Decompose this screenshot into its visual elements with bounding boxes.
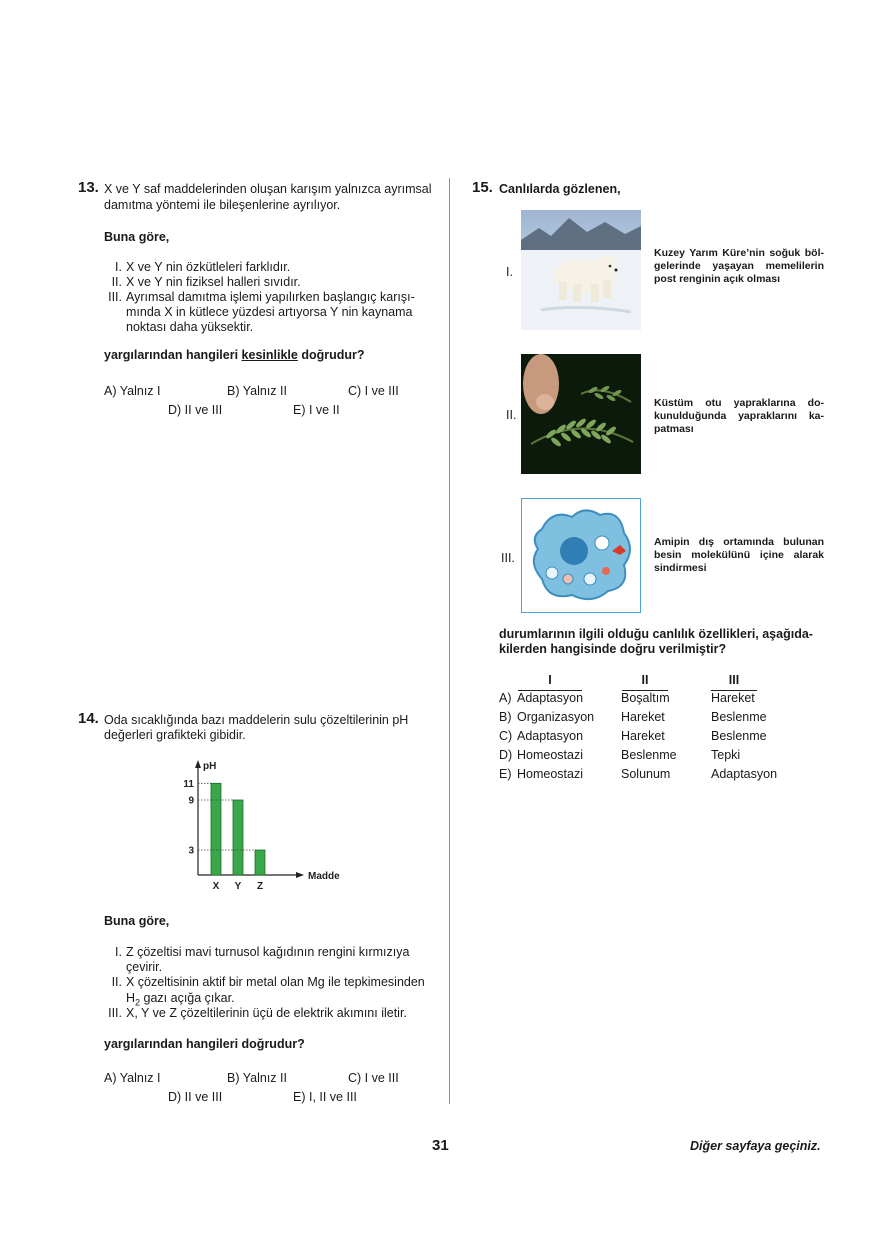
question-text-line: damıtma yöntemi ile bileşenlerine ayrılıyor.: [104, 198, 341, 212]
question-text-line: Oda sıcaklığında bazı maddelerin sulu çözeltilerinin pH: [104, 713, 409, 727]
bar-x: [211, 783, 221, 875]
statement-numeral: I.: [115, 945, 122, 959]
formula-text: gazı açığa çıkar.: [140, 991, 235, 1005]
question-title: Canlılarda gözlenen,: [499, 182, 621, 196]
question-lead: Buna göre,: [104, 914, 170, 928]
choice-d[interactable]: D) II ve III: [168, 1090, 223, 1104]
y-tick-label: 3: [188, 845, 194, 857]
option-letter: D): [499, 748, 513, 762]
option-cell: Beslenme: [621, 748, 677, 762]
category-label: Z: [256, 881, 264, 892]
y-axis-arrow: [195, 760, 201, 768]
item-numeral: III.: [501, 551, 515, 565]
choice-b[interactable]: B) Yalnız II: [227, 1071, 287, 1085]
choice-a[interactable]: A) Yalnız I: [104, 1071, 161, 1085]
option-cell: Hareket: [621, 710, 665, 724]
option-letter: A): [499, 691, 512, 705]
column-header-2: II: [622, 673, 668, 691]
bar-z: [255, 850, 265, 875]
choice-c[interactable]: C) I ve III: [348, 1071, 399, 1085]
question-number: 13.: [78, 179, 99, 196]
amoeba-illustration: [521, 498, 641, 613]
x-axis-label: Madde: [308, 871, 340, 882]
next-page-note: Diğer sayfaya geçiniz.: [690, 1139, 821, 1153]
polar-bear-photo: [521, 210, 641, 330]
x-axis-arrow: [296, 872, 304, 878]
statement-text: Ayrımsal damıtma işlemi yapılırken başlangıç karışı-: [126, 290, 415, 304]
option-cell: Homeostazi: [517, 748, 583, 762]
y-axis-label: pH: [203, 761, 217, 772]
statement-text: mında X in kütlece yüzdesi artıyorsa Y nin kaynama: [126, 305, 413, 319]
option-cell: Organizasyon: [517, 710, 595, 724]
question-text-line: X ve Y saf maddelerinden oluşan karışım yalnızca ayrımsal: [104, 182, 432, 196]
y-tick-label: 9: [188, 795, 194, 807]
statement-text: noktası daha yüksektir.: [126, 320, 254, 334]
option-cell: Tepki: [711, 748, 741, 762]
question-number: 15.: [472, 179, 493, 196]
column-divider: [449, 178, 450, 1104]
page-number: 31: [432, 1137, 449, 1154]
choice-b[interactable]: B) Yalnız II: [227, 384, 287, 398]
statement-numeral: II.: [111, 275, 122, 289]
statement-text: X çözeltisinin aktif bir metal olan Mg ile tepkimesinden: [126, 975, 425, 989]
option-cell: Beslenme: [711, 729, 767, 743]
item-caption: Küstüm otu yapraklarına do- kunulduğunda yapraklarını ka- patması: [654, 397, 824, 435]
formula-h: H: [126, 991, 136, 1005]
question-lead: Buna göre,: [104, 230, 170, 244]
option-cell: Homeostazi: [517, 767, 583, 781]
option-cell: Adaptasyon: [517, 691, 584, 705]
option-cell: Adaptasyon: [517, 729, 584, 743]
choice-c[interactable]: C) I ve III: [348, 384, 399, 398]
question-prompt-line: kilerden hangisinde doğru verilmiştir?: [499, 642, 727, 656]
option-cell: Solunum: [621, 767, 671, 781]
option-letter: B): [499, 710, 512, 724]
option-cell: Hareket: [711, 691, 755, 705]
column-header-3: III: [711, 673, 757, 691]
option-cell: Beslenme: [711, 710, 767, 724]
bar-y: [233, 800, 243, 875]
option-cell: Adaptasyon: [711, 767, 778, 781]
question-prompt: [104, 348, 365, 364]
formula-subscript: 2: [135, 997, 141, 1008]
choice-e[interactable]: E) I ve II: [293, 403, 340, 417]
prompt-text: yargılarından hangileri: [104, 348, 242, 362]
statement-numeral: II.: [111, 975, 122, 989]
statement-text: çevirir.: [126, 960, 163, 974]
prompt-emphasis: kesinlikle: [241, 348, 298, 362]
option-letter: C): [499, 729, 513, 743]
statement-numeral: I.: [115, 260, 122, 274]
category-label: X: [212, 881, 220, 892]
statement-text: X ve Y nin özkütleleri farklıdır.: [126, 260, 291, 274]
option-cell: Hareket: [621, 729, 665, 743]
question-number: 14.: [78, 710, 99, 727]
prompt-text: doğrudur?: [297, 348, 365, 362]
question-text-line: değerleri grafikteki gibidir.: [104, 728, 246, 742]
question-prompt: yargılarından hangileri doğrudur?: [104, 1037, 305, 1051]
mimosa-leaf-photo: [521, 354, 641, 474]
column-header-1: I: [518, 673, 582, 691]
item-caption: Kuzey Yarım Küre’nin soğuk böl- gelerinde yaşayan memelilerin post renginin açık olması: [654, 247, 824, 285]
y-tick-label: 11: [183, 778, 194, 790]
item-numeral: I.: [506, 265, 513, 279]
choice-d[interactable]: D) II ve III: [168, 403, 223, 417]
ph-bar-chart: [170, 755, 350, 895]
statement-numeral: III.: [108, 290, 122, 304]
category-label: Y: [234, 881, 242, 892]
statement-text: Z çözeltisi mavi turnusol kağıdının rengini kırmızıya: [126, 945, 410, 959]
choice-a[interactable]: A) Yalnız I: [104, 384, 161, 398]
option-cell: Boşaltım: [621, 691, 670, 705]
choice-e[interactable]: E) I, II ve III: [293, 1090, 357, 1104]
statement-text: X ve Y nin fiziksel halleri sıvıdır.: [126, 275, 301, 289]
item-numeral: II.: [506, 408, 517, 422]
statement-text: X, Y ve Z çözeltilerinin üçü de elektrik akımını iletir.: [126, 1006, 407, 1020]
question-prompt-line: durumlarının ilgili olduğu canlılık özellikleri, aşağıda-: [499, 627, 813, 641]
option-letter: E): [499, 767, 512, 781]
statement-numeral: III.: [108, 1006, 122, 1020]
item-caption: Amipin dış ortamında bulunan besin molekülünü içine alarak sindirmesi: [654, 536, 824, 574]
